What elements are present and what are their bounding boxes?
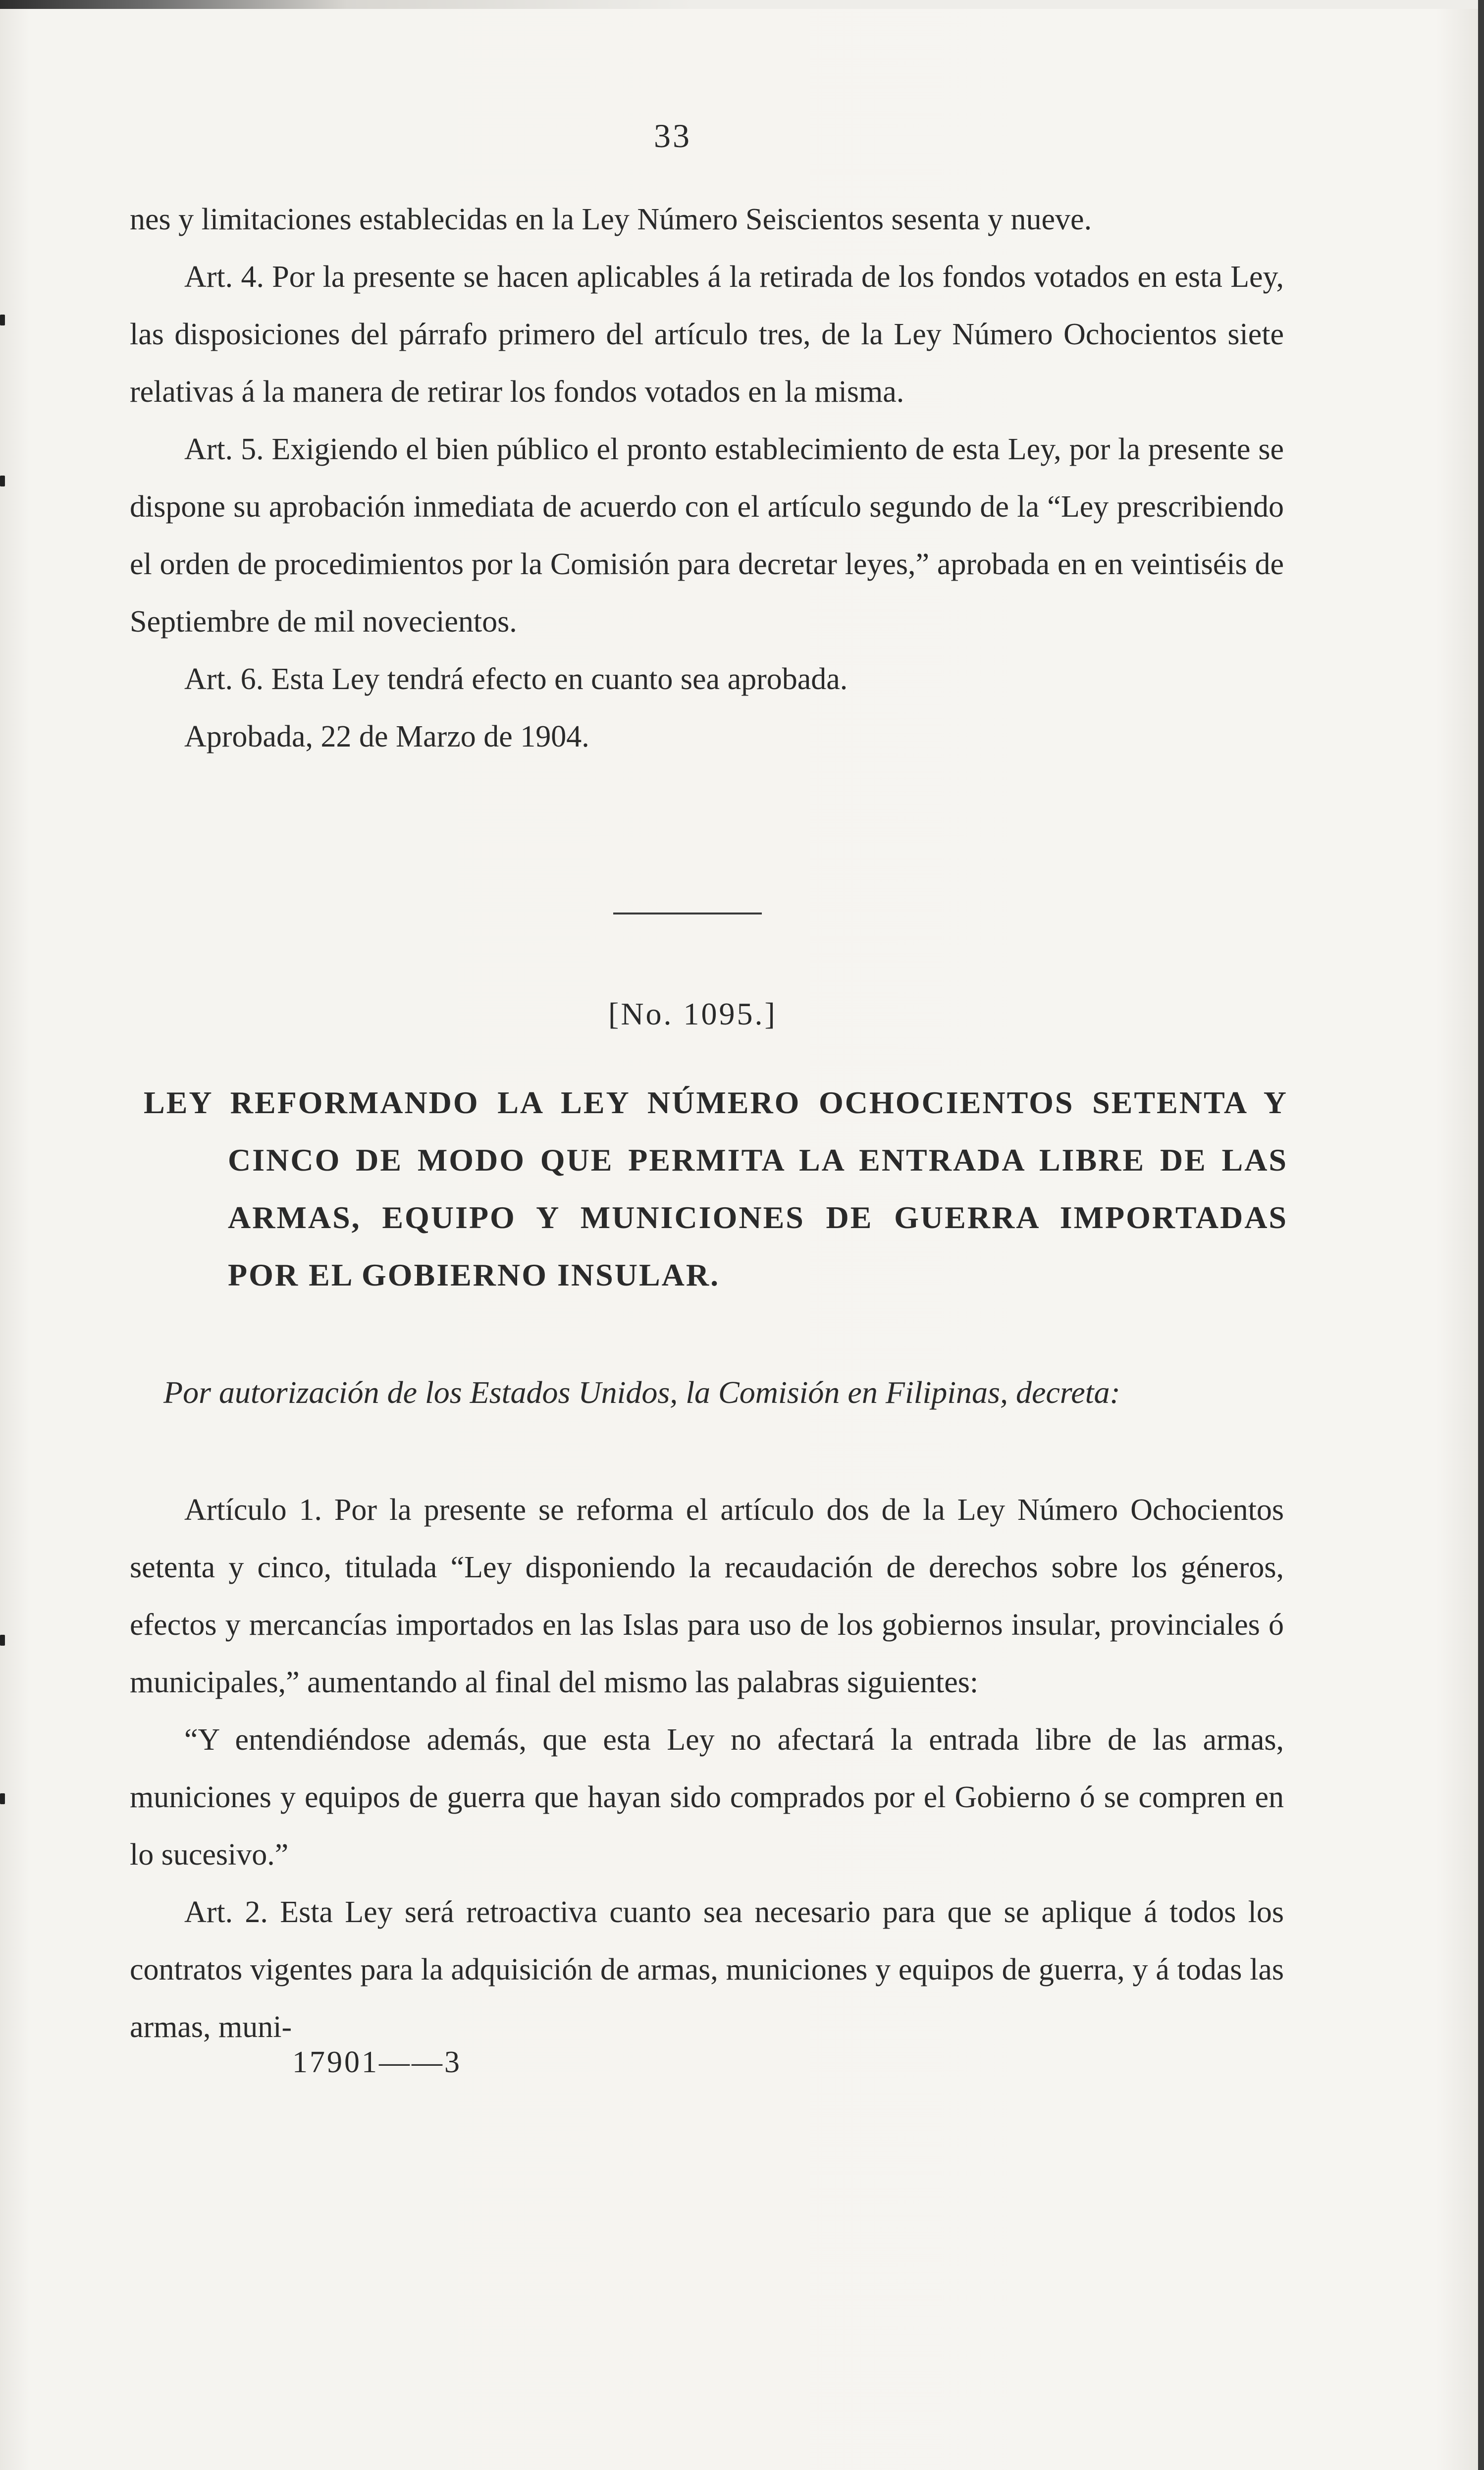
paragraph-art-5: Art. 5. Exigiendo el bien público el pronto establecimiento de esta Ley, por la presente se dispone su aprobación inmediata de acuerdo con el artículo segundo de la “Ley prescribiendo el orden de procedimientos por la Comisión para decretar leyes,” aprobada en en veintiséis de Septiembre de mil novecientos. — [130, 432, 1284, 639]
printer-signature: 17901——3 — [292, 2045, 462, 2079]
paragraph-quoted-amendment: “Y entendiéndose además, que esta Ley no afectará la entrada libre de las armas, municiones y equipos de guerra que hayan sido comprados por el Gobierno ó se compren en lo sucesivo.” — [130, 1723, 1284, 1872]
enacting-clause: Por autorización de los Estados Unidos, la Comisión en Filipinas, decreta: — [163, 1375, 1120, 1410]
top-text-block — [130, 191, 1284, 765]
enacting-clause-block — [163, 1363, 1278, 1422]
scan-edge-top — [0, 0, 1484, 9]
paragraph-continuation: nes y limitaciones establecidas en la Ley Número Seiscientos sesenta y nueve. — [130, 203, 1092, 236]
paragraph-art-2: Art. 2. Esta Ley será retroactiva cuanto sea necesario para que se aplique á todos los contratos vigentes para la adquisición de armas, municiones y equipos de guerra, y á todas las armas, muni- — [130, 1895, 1284, 2044]
act-number: [No. 1095.] — [608, 996, 777, 1031]
paragraph-art-6: Art. 6. Esta Ley tendrá efecto en cuanto sea aprobada. — [184, 662, 848, 696]
page-number: 33 — [654, 117, 691, 155]
body-text-block — [130, 1481, 1284, 2056]
section-divider — [613, 913, 762, 914]
scan-edge-right — [1478, 0, 1484, 2470]
act-title-block — [144, 1074, 1288, 1304]
approval-date: Aprobada, 22 de Marzo de 1904. — [184, 720, 589, 753]
paragraph-art-4: Art. 4. Por la presente se hacen aplicables á la retirada de los fondos votados en esta Ley, las disposiciones del párrafo primero del artículo tres, de la Ley Número Ochocientos siete relativas á la manera de retirar los fondos votados en la misma. — [130, 260, 1284, 409]
act-title: LEY REFORMANDO LA LEY NÚMERO OCHOCIENTOS SETENTA Y CINCO DE MODO QUE PERMITA LA ENTRADA LIBRE DE LAS ARMAS, EQUIPO Y MUNICIONES DE GUERRA IMPORTADAS POR EL GOBIERNO INSULAR. — [144, 1085, 1288, 1292]
paragraph-article-1: Artículo 1. Por la presente se reforma el artículo dos de la Ley Número Ochocientos setenta y cinco, titulada “Ley disponiendo la recaudación de derechos sobre los géneros, efectos y mercancías importados en las Islas para uso de los gobiernos insular, provinciales ó municipales,” aumentando al final del mismo las palabras siguientes: — [130, 1493, 1284, 1699]
